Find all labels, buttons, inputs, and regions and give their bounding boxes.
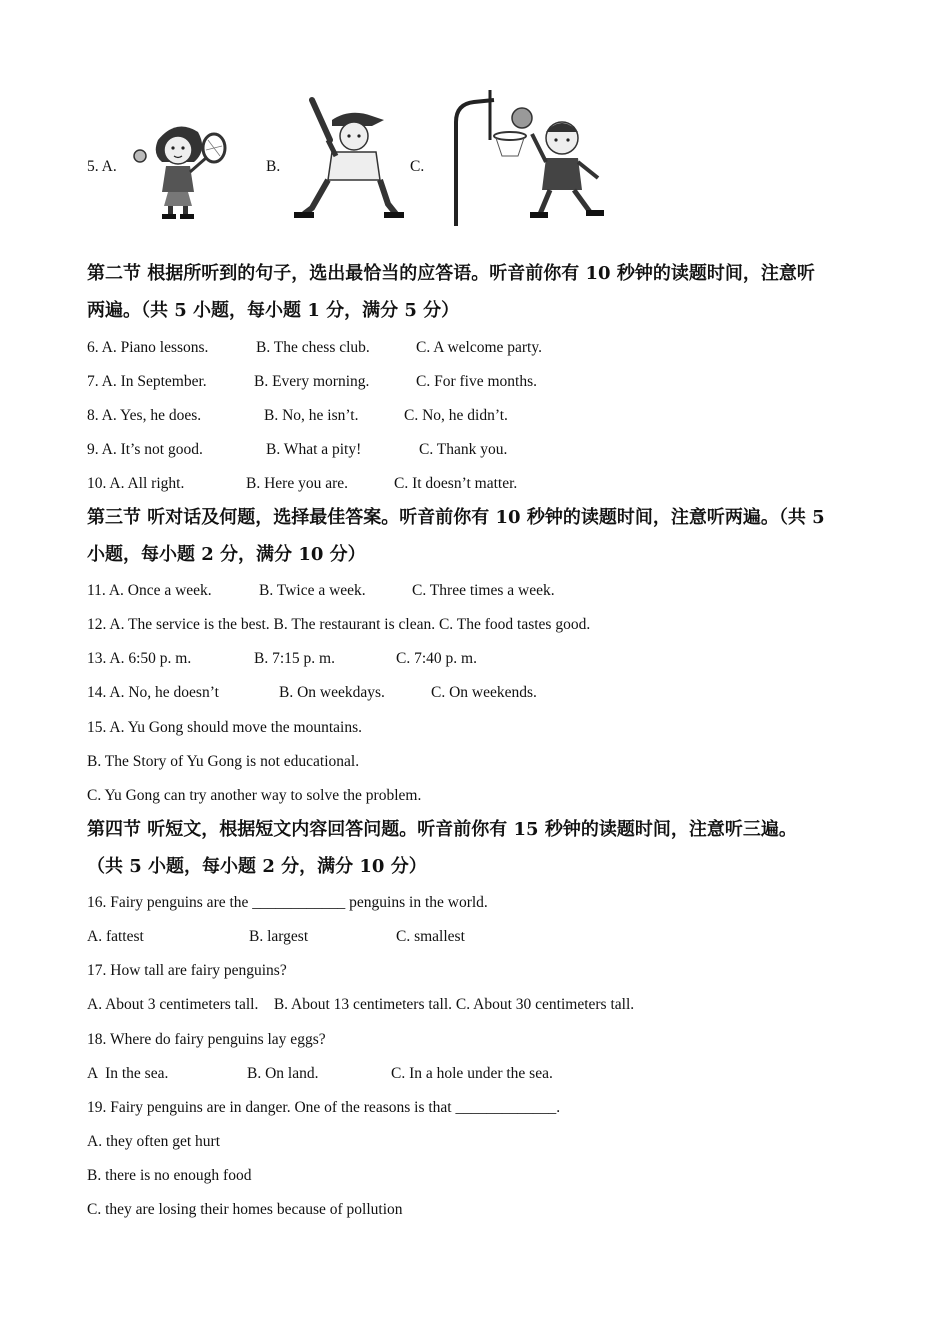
- section2-heading-line1: 第二节 根据所听到的句子，选出最恰当的应答语。听音前你有 10 秒钟的读题时间，注意听: [87, 263, 815, 284]
- baseball-batter-icon: [292, 96, 404, 224]
- q10-option-a: 10. A. All right.: [87, 475, 185, 492]
- q19-option-c: C. they are losing their homes because of pollution: [87, 1201, 403, 1218]
- q15-option-a: 15. A. Yu Gong should move the mountains.: [87, 719, 362, 736]
- q11-option-c: C. Three times a week.: [412, 582, 555, 599]
- q17-stem: 17. How tall are fairy penguins?: [87, 962, 287, 979]
- q17-options: A. About 3 centimeters tall. B. About 13 centimeters tall. C. About 30 centimeters tall.: [87, 996, 635, 1013]
- q10-option-b: B. Here you are.: [246, 475, 348, 492]
- section2-heading-line2: 两遍。（共 5 小题，每小题 1 分，满分 5 分）: [87, 300, 460, 321]
- section4-heading-line1: 第四节 听短文，根据短文内容回答问题。听音前你有 15 秒钟的读题时间，注意听三遍。: [87, 819, 797, 840]
- q7-option-a: 7. A. In September.: [87, 373, 207, 390]
- q9-option-a: 9. A. It’s not good.: [87, 441, 203, 458]
- q6-option-c: C. A welcome party.: [416, 339, 542, 356]
- q16-option-b: B. largest: [249, 928, 309, 945]
- q11-option-a: 11. A. Once a week.: [87, 582, 212, 599]
- q15-option-c: C. Yu Gong can try another way to solve the problem.: [87, 787, 422, 804]
- tennis-girl-icon: [128, 110, 228, 222]
- q6-option-b: B. The chess club.: [256, 339, 370, 356]
- q8-option-c: C. No, he didn’t.: [404, 407, 508, 424]
- q16-stem: 16. Fairy penguins are the ____________ penguins in the world.: [87, 894, 488, 911]
- q7-option-b: B. Every morning.: [254, 373, 370, 390]
- section4-heading-line2: （共 5 小题，每小题 2 分，满分 10 分）: [87, 856, 427, 877]
- q14-option-c: C. On weekends.: [431, 684, 537, 701]
- q18-option-c: C. In a hole under the sea.: [391, 1065, 553, 1082]
- q8-option-b: B. No, he isn’t.: [264, 407, 359, 424]
- q10-option-c: C. It doesn’t matter.: [394, 475, 518, 492]
- q19-option-b: B. there is no enough food: [87, 1167, 252, 1184]
- q9-option-c: C. Thank you.: [419, 441, 508, 458]
- q5-number: 5. A.: [87, 158, 117, 175]
- q5-label-b: B.: [266, 158, 281, 175]
- q14-option-a: 14. A. No, he doesn’t: [87, 684, 219, 701]
- q16-option-a: A. fattest: [87, 928, 144, 945]
- q19-option-a: A. they often get hurt: [87, 1133, 221, 1150]
- q12-options: 12. A. The service is the best. B. The restaurant is clean. C. The food tastes good.: [87, 616, 591, 633]
- section3-heading-line2: 小题，每小题 2 分，满分 10 分）: [87, 544, 366, 565]
- q18-option-a: A In the sea.: [87, 1065, 169, 1082]
- q13-option-a: 13. A. 6:50 p. m.: [87, 650, 192, 667]
- q8-option-a: 8. A. Yes, he does.: [87, 407, 202, 424]
- basketball-boy-icon: [450, 78, 614, 228]
- q18-stem: 18. Where do fairy penguins lay eggs?: [87, 1031, 326, 1048]
- q14-option-b: B. On weekdays.: [279, 684, 385, 701]
- q16-option-c: C. smallest: [396, 928, 465, 945]
- q11-option-b: B. Twice a week.: [259, 582, 366, 599]
- q19-stem: 19. Fairy penguins are in danger. One of the reasons is that _____________.: [87, 1099, 561, 1116]
- q5-label-c: C.: [410, 158, 425, 175]
- q15-option-b: B. The Story of Yu Gong is not educational.: [87, 753, 360, 770]
- q9-option-b: B. What a pity!: [266, 441, 362, 458]
- q18-option-b: B. On land.: [247, 1065, 319, 1082]
- q6-option-a: 6. A. Piano lessons.: [87, 339, 209, 356]
- section3-heading-line1: 第三节 听对话及何题，选择最佳答案。听音前你有 10 秒钟的读题时间，注意听两遍。（共 5: [87, 507, 825, 528]
- q7-option-c: C. For five months.: [416, 373, 537, 390]
- q13-option-b: B. 7:15 p. m.: [254, 650, 335, 667]
- q13-option-c: C. 7:40 p. m.: [396, 650, 477, 667]
